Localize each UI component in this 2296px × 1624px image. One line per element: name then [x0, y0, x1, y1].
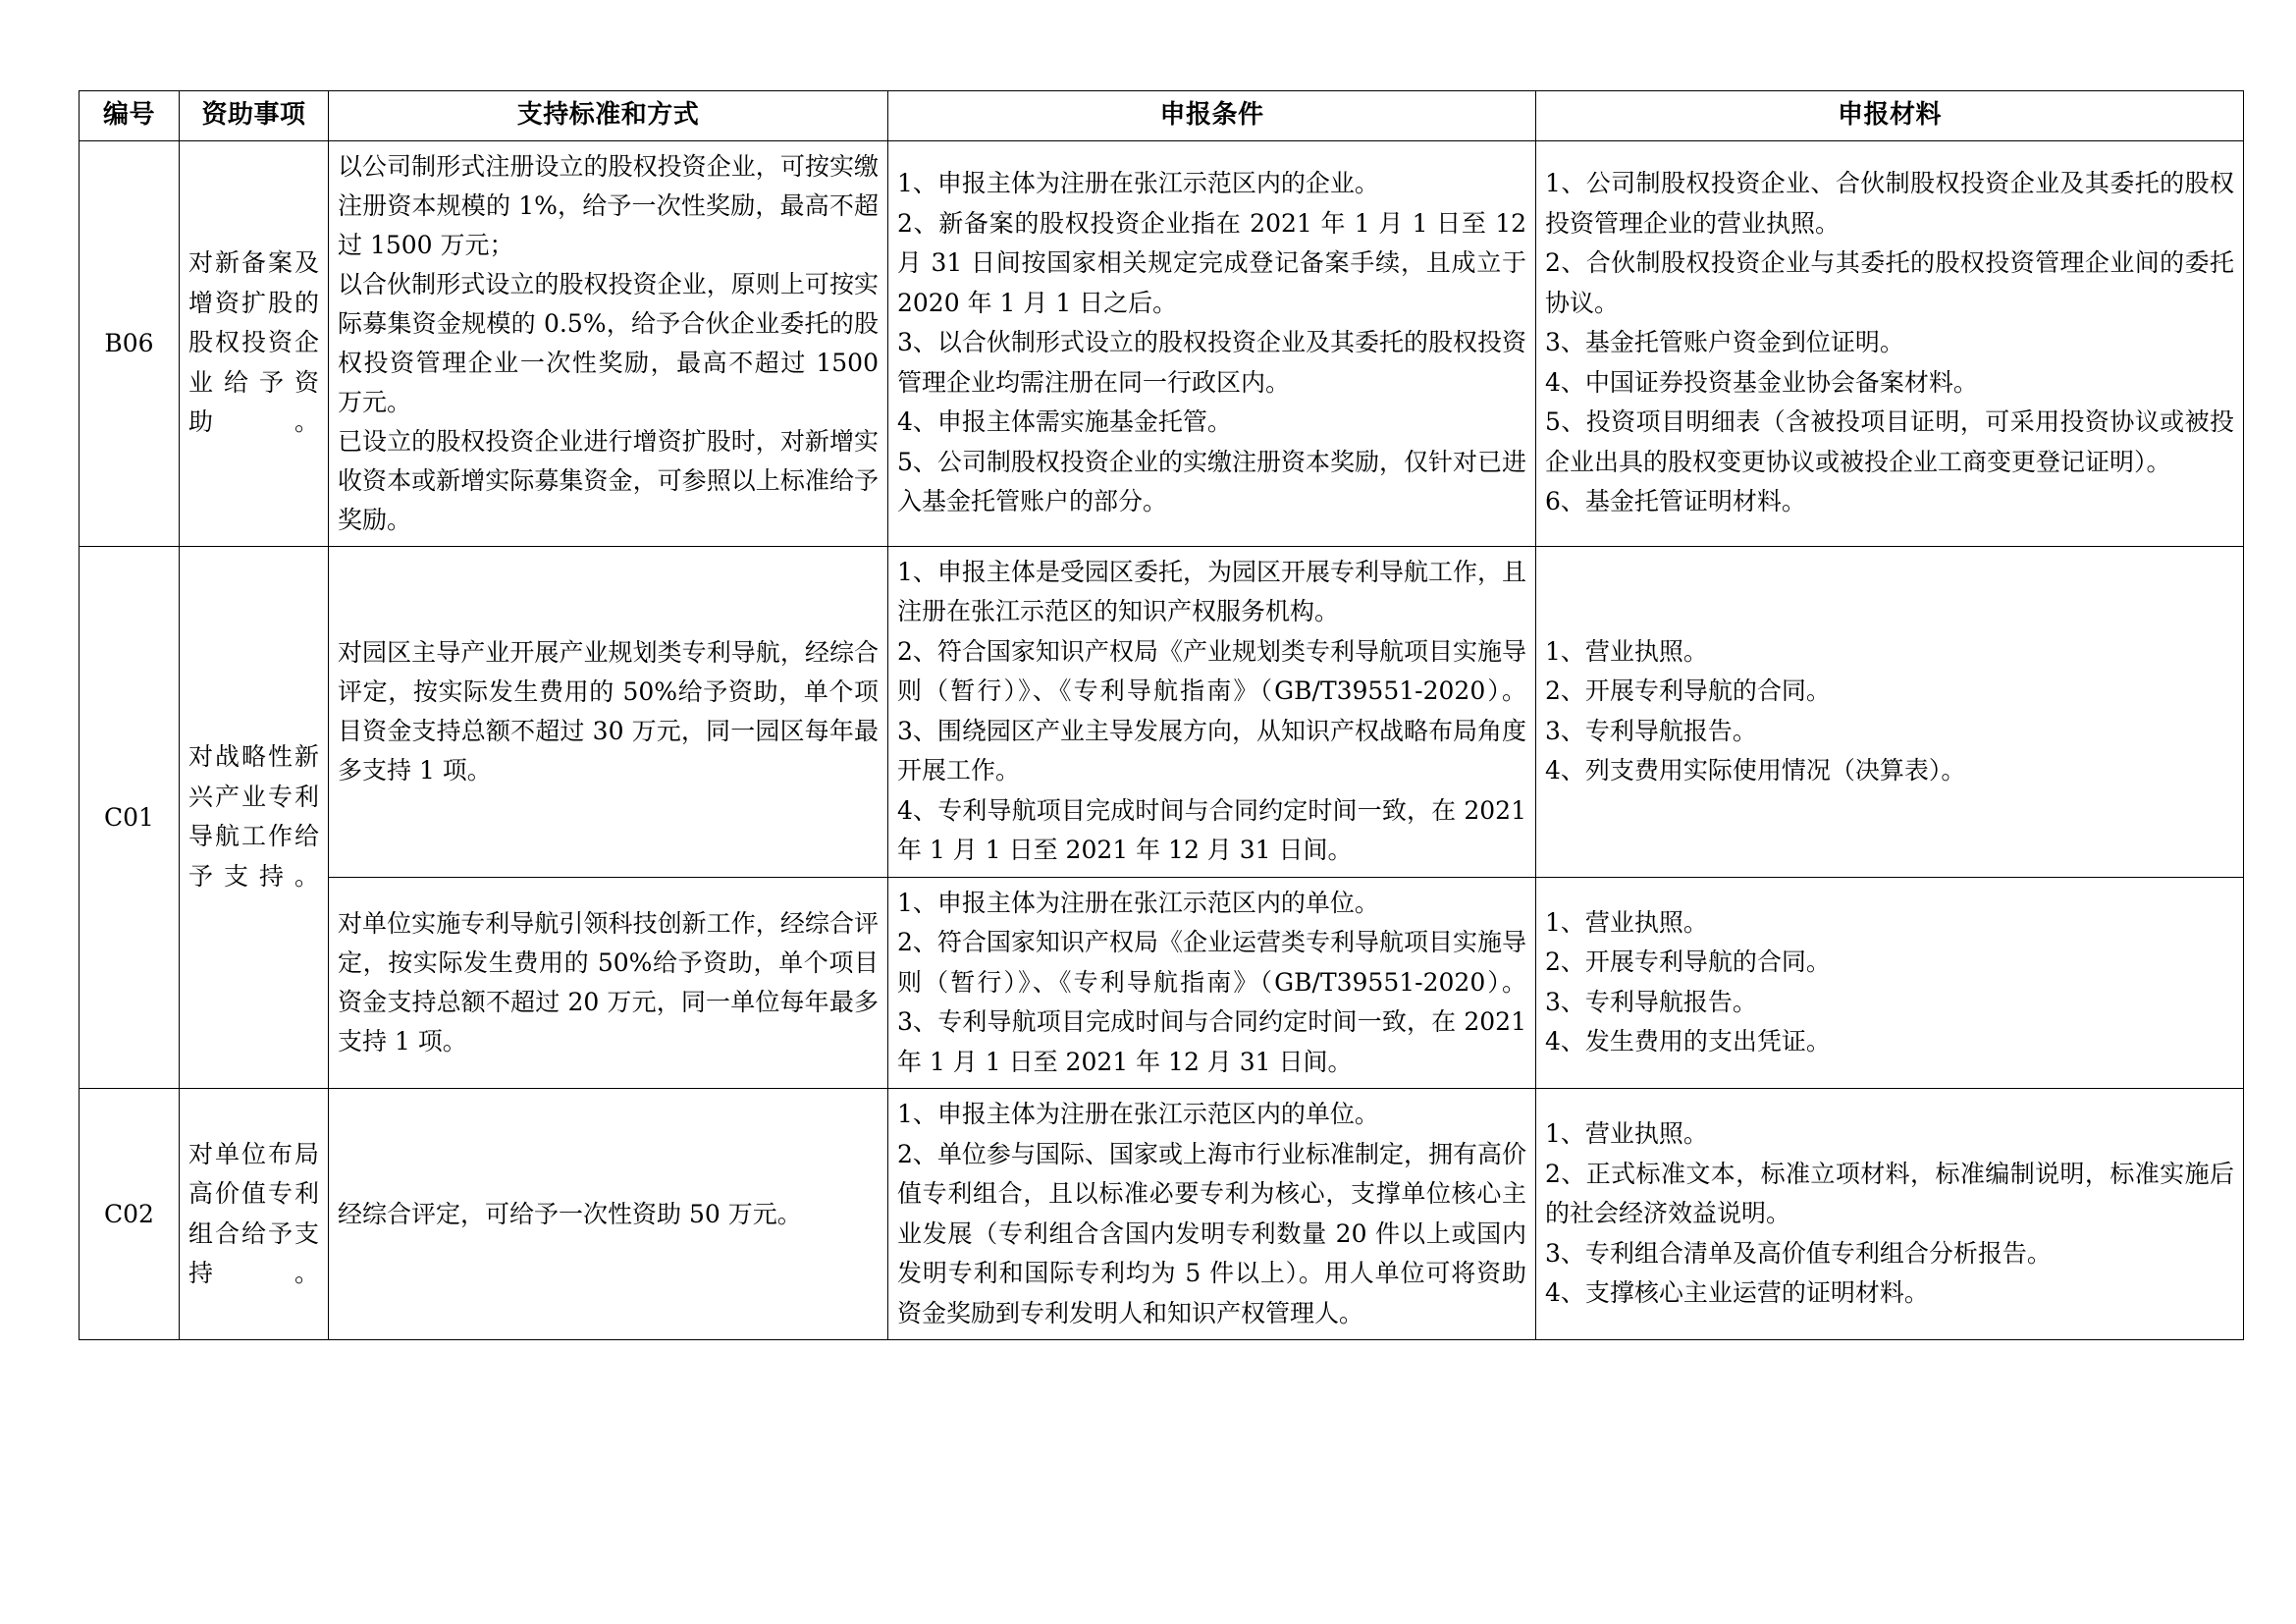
- condition-item: 2、符合国家知识产权局《企业运营类专利导航项目实施导则（暂行）》、《专利导航指南》（GB/T39551-2020）。: [897, 928, 1526, 997]
- row-condition-c02: [888, 1089, 1536, 1340]
- row-item-label: 对单位布局高价值专利组合给予支持。: [188, 1139, 319, 1288]
- condition-item: 1、申报主体为注册在张江示范区内的单位。: [897, 1100, 1379, 1129]
- condition-item: 4、专利导航项目完成时间与合同约定时间一致，在 2021 年 1 月 1 日至 2021 年 12 月 31 日间。: [897, 795, 1526, 865]
- condition-item: 1、申报主体为注册在张江示范区内的单位。: [897, 888, 1379, 917]
- standard-paragraph: 以公司制形式注册设立的股权投资企业，可按实缴注册资本规模的 1%，给予一次性奖励，最高不超过 1500 万元；: [338, 151, 879, 259]
- material-item: 3、专利导航报告。: [1545, 987, 1757, 1016]
- condition-item: 2、单位参与国际、国家或上海市行业标准制定，拥有高价值专利组合，且以标准必要专利为核心，支撑单位核心主业发展（专利组合含国内发明专利数量 20 件以上或国内发明专利和国际专利均为 5 件以上）。用人单位可将资助资金奖励到专利发明人和知识产权管理人。: [897, 1139, 1526, 1327]
- table-header: [80, 91, 2244, 141]
- material-item: 5、投资项目明细表（含被投项目证明，可采用投资协议或被投企业出具的股权变更协议或被投企业工商变更登记证明）。: [1545, 407, 2234, 476]
- condition-item: 5、公司制股权投资企业的实缴注册资本奖励，仅针对已进入基金托管账户的部分。: [897, 447, 1526, 516]
- standard-paragraph: 对单位实施专利导航引领科技创新工作，经综合评定，按实际发生费用的 50%给予资助，单个项目资金支持总额不超过 20 万元，同一单位每年最多支持 1 项。: [338, 908, 879, 1056]
- condition-item: 3、围绕园区产业主导发展方向，从知识产权战略布局角度开展工作。: [897, 716, 1526, 785]
- table-row: [80, 877, 2244, 1089]
- material-item: 4、中国证券投资基金业协会备案材料。: [1545, 367, 1978, 397]
- table-header-row: [80, 91, 2244, 141]
- condition-item: 2、符合国家知识产权局《产业规划类专利导航项目实施导则（暂行）》、《专利导航指南》（GB/T39551-2020）。: [897, 636, 1526, 706]
- column-header-standard: 支持标准和方式: [329, 91, 888, 141]
- row-code-b06: B06: [80, 140, 180, 546]
- table-body: [80, 140, 2244, 1340]
- row-item-c02: [180, 1089, 329, 1340]
- material-item: 4、支撑核心主业运营的证明材料。: [1545, 1278, 1929, 1308]
- material-item: 2、合伙制股权投资企业与其委托的股权投资管理企业间的委托协议。: [1545, 248, 2234, 317]
- column-header-condition: 申报条件: [888, 91, 1536, 141]
- row-standard-b06: [329, 140, 888, 546]
- standard-paragraph: 经综合评定，可给予一次性资助 50 万元。: [338, 1199, 802, 1228]
- row-material-b06: [1536, 140, 2244, 546]
- material-item: 2、开展专利导航的合同。: [1545, 677, 1831, 706]
- material-item: 3、专利导航报告。: [1545, 716, 1757, 745]
- condition-item: 3、专利导航项目完成时间与合同约定时间一致，在 2021 年 1 月 1 日至 2021 年 12 月 31 日间。: [897, 1007, 1526, 1076]
- condition-item: 4、申报主体需实施基金托管。: [897, 407, 1232, 437]
- row-condition-c01-a: [888, 546, 1536, 877]
- condition-item: 2、新备案的股权投资企业指在 2021 年 1 月 1 日至 12 月 31 日间按国家相关规定完成登记备案手续，且成立于 2020 年 1 月 1 日之后。: [897, 208, 1526, 317]
- material-item: 6、基金托管证明材料。: [1545, 487, 1806, 516]
- material-item: 1、营业执照。: [1545, 1119, 1708, 1149]
- row-code-c02: C02: [80, 1089, 180, 1340]
- row-condition-c01-b: [888, 877, 1536, 1089]
- row-material-c01-b: [1536, 877, 2244, 1089]
- table-row: [80, 140, 2244, 546]
- row-material-c02: [1536, 1089, 2244, 1340]
- row-item-label: 对新备案及增资扩股的股权投资企业给予资助。: [188, 248, 319, 437]
- material-item: 4、发生费用的支出凭证。: [1545, 1027, 1831, 1056]
- table-row: [80, 1089, 2244, 1340]
- row-item-c01: [180, 546, 329, 1089]
- row-standard-c02: [329, 1089, 888, 1340]
- column-header-material: 申报材料: [1536, 91, 2244, 141]
- column-header-item: 资助事项: [180, 91, 329, 141]
- material-item: 1、营业执照。: [1545, 907, 1708, 937]
- material-item: 2、正式标准文本，标准立项材料，标准编制说明，标准实施后的社会经济效益说明。: [1545, 1159, 2234, 1228]
- standard-paragraph: 对园区主导产业开展产业规划类专利导航，经综合评定，按实际发生费用的 50%给予资助，单个项目资金支持总额不超过 30 万元，同一园区每年最多支持 1 项。: [338, 637, 879, 785]
- row-material-c01-a: [1536, 546, 2244, 877]
- standard-paragraph: 以合伙制形式设立的股权投资企业，原则上可按实际募集资金规模的 0.5%，给予合伙企业委托的股权投资管理企业一次性奖励，最高不超过 1500 万元。: [338, 269, 879, 416]
- material-item: 3、基金托管账户资金到位证明。: [1545, 328, 1904, 357]
- material-item: 2、开展专利导航的合同。: [1545, 947, 1831, 977]
- row-item-label: 对战略性新兴产业专利导航工作给予支持。: [188, 742, 319, 891]
- row-standard-c01-b: [329, 877, 888, 1089]
- table-row: [80, 546, 2244, 877]
- subsidy-policy-table: [79, 90, 2244, 1340]
- condition-item: 1、申报主体是受园区委托，为园区开展专利导航工作，且注册在张江示范区的知识产权服务机构。: [897, 557, 1526, 626]
- material-item: 1、公司制股权投资企业、合伙制股权投资企业及其委托的股权投资管理企业的营业执照。: [1545, 169, 2234, 238]
- material-item: 1、营业执照。: [1545, 636, 1708, 666]
- row-condition-b06: [888, 140, 1536, 546]
- row-standard-c01-a: [329, 546, 888, 877]
- row-item-b06: [180, 140, 329, 546]
- condition-item: 1、申报主体为注册在张江示范区内的企业。: [897, 169, 1379, 198]
- material-item: 4、列支费用实际使用情况（决算表）。: [1545, 756, 1966, 785]
- standard-paragraph: 已设立的股权投资企业进行增资扩股时，对新增实收资本或新增实际募集资金，可参照以上标准给予奖励。: [338, 426, 879, 534]
- condition-item: 3、以合伙制形式设立的股权投资企业及其委托的股权投资管理企业均需注册在同一行政区内。: [897, 328, 1526, 397]
- column-header-code: 编号: [80, 91, 180, 141]
- material-item: 3、专利组合清单及高价值专利组合分析报告。: [1545, 1238, 2052, 1268]
- row-code-c01: C01: [80, 546, 180, 1089]
